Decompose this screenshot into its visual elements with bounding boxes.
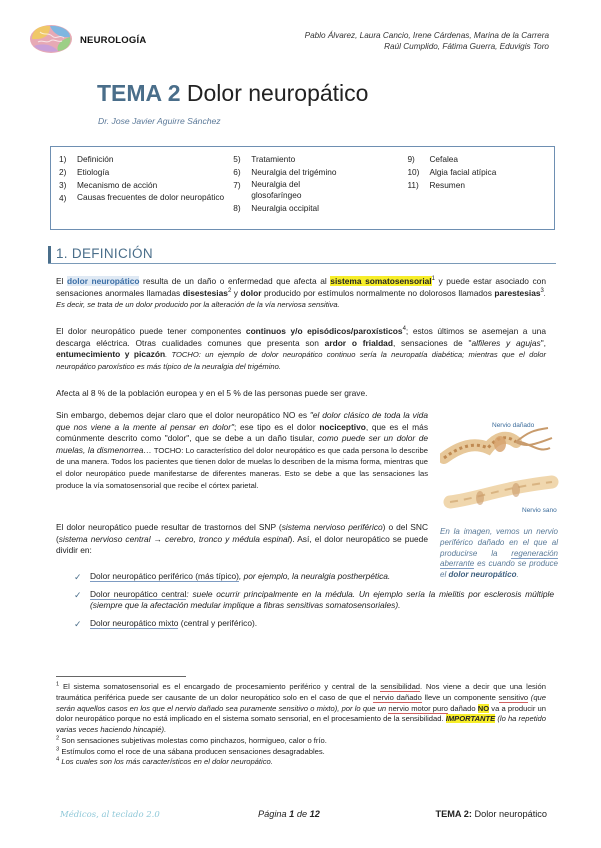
paragraph-1: El dolor neuropático resulta de un daño o enfermedad que afecta al sistema somatosensorial$^1$ y puede estar asociado con sensaciones anormales llamadas disestesias$^2$ y dolor producido por estímulos normalmente no dolorosos llamados parestesias$^3$. Es decir, se trata de un dolor producido por la alteración de la vía nerviosa sensitiva. — [56, 276, 546, 310]
checkmark-icon: ✓ — [74, 572, 82, 582]
footnote-divider — [56, 676, 186, 677]
paragraph-4: Sin embargo, debemos dejar claro que el dolor neuropático NO es "el dolor clásico de toda la vida que nos viene a la mente al pensar en dolor"; ese tipo es el dolor nociceptivo, que es el más comúnmente descrito como "dolor", que se debe a un daño tisular, como puede ser un dolor de muelas, la dismenorrea… TOCHO: Lo característico del dolor neuropático es que cada persona lo describe de una manera. Todos los pacientes que tienen dolor de muelas lo describen de la misma forma, mientras que el dolor neuropático puede manifestarse de diferentes maneras. Esto se debe a que las sensaciones las produce la vía somatosensorial que recibe el córtex parietal. — [56, 410, 429, 490]
footnotes — [56, 682, 546, 768]
damaged-nerve-figure — [440, 418, 560, 524]
brand-title: NEUROLOGÍA — [80, 35, 147, 46]
label-damaged-nerve: Nervio dañado — [492, 422, 535, 429]
toc-item: 5) Tratamiento — [233, 154, 296, 164]
toc-column-3 — [407, 153, 546, 223]
toc-item: 9) Cefalea — [407, 154, 459, 164]
list-item: ✓ Dolor neuropático periférico (más típico), por ejemplo, la neuralgia postherpética. — [74, 571, 391, 582]
paragraph-2: El dolor neuropático puede tener componentes continuos y/o episódicos/paroxísticos$^4$; estos últimos se asemejan a una descarga eléctrica. Otras cualidades comunes que presenta son ardor o frialdad, sensaciones de "alfileres y agujas", entumecimiento y picazón. TOCHO: un ejemplo de dolor neuropático continuo sería la neuropatía diabética; mientras que el dolor neuropático paroxístico es más típico de la neuralgia del trigémino. — [56, 326, 547, 371]
term-dolor-neuropatico: dolor neuropático — [67, 276, 140, 286]
header — [28, 22, 549, 62]
paragraph-5: El dolor neuropático puede resultar de trastornos del SNP (sistema nervioso periférico) o del SNC (sistema nervioso central → cerebro, tronco y médula espinal). Así, el dolor neuropático se puede dividir en: — [56, 522, 428, 556]
toc-item: 1) Definición — [59, 154, 114, 164]
page-title — [97, 78, 368, 110]
label-healthy-nerve: Nervio sano — [522, 507, 557, 514]
authors-line-2: Raúl Cumplido, Fátima Guerra, Eduvigis Toro — [384, 42, 549, 52]
authors-line-1: Pablo Álvarez, Laura Cancio, Irene Cárdenas, Marina de la Carrera — [304, 31, 549, 40]
page-number: Página 1 de 12 — [258, 809, 320, 819]
checkmark-icon: ✓ — [74, 618, 82, 629]
lecturer-name: Dr. Jose Javier Aguirre Sánchez — [98, 116, 221, 126]
toc-item: 3) Mecanismo de acción — [59, 179, 158, 190]
footnote-3: $^3$ Estímulos como el roce de una sábana producen sensaciones desagradables. — [56, 746, 325, 756]
footnote-1: $^1$ El sistema somatosensorial es el encargado de procesamiento periférico y central de la sensibilidad. Nos viene a decir que una lesión traumática periférica puede ser causante de un dolor neuropático solo en el caso de que el nervio dañado lleve un componente sensitivo (que serán aquellos casos en los que el nervio dañado sea puramente sensitivo o mixto), por lo que un nervio motor puro dañado NO va a producir un dolor neuropático porque no está implicado en el sistema somato sensorial, en el procesamiento de la sensibilidad. IMPORTANTE (lo ha repetido varias veces haciendo hincapié). — [56, 681, 546, 735]
toc-item: 11) Resumen — [407, 179, 465, 190]
title-number: TEMA 2 — [97, 80, 181, 106]
toc-item: 4) Causas frecuentes de dolor neuropático — [59, 191, 225, 203]
figure-caption: En la imagen, vemos un nervio periférico dañado en el que al producirse la regeneración aberrante es cuando se produce el dolor neuropático. — [440, 527, 558, 580]
list-item: ✓ Dolor neuropático central: suele ocurrir principalmente en la médula. Un ejemplo sería la mielitis por esclerosis múltiple (siempre que la afectación medular implique a fibras sensitivas somatosensoriales). — [74, 588, 554, 611]
section-title: 1. DEFINICIÓN — [56, 246, 153, 261]
toc-item: 7) Neuralgia del glosofaríngeo — [233, 178, 302, 201]
section-heading-definicion — [48, 246, 556, 264]
footnote-4: $^4$ Los cuales son los más característicos en el dolor neuropático. — [56, 756, 273, 767]
toc-item: 10) Algia facial atípica — [407, 166, 497, 177]
section-accent-bar — [48, 246, 51, 263]
toc-column-2 — [233, 153, 407, 223]
footer-brand: Médicos, al teclado 2.0 — [60, 810, 160, 820]
footnote-2: $^2$ Son sensaciones subjetivas molestas como pinchazos, hormigueo, calor o frío. — [56, 735, 327, 745]
footer-topic: TEMA 2: Dolor neuropático — [435, 809, 547, 819]
brain-logo-icon — [28, 22, 74, 54]
checkmark-icon: ✓ — [74, 589, 82, 600]
toc-column-1 — [59, 153, 233, 223]
title-text: Dolor neuropático — [186, 80, 369, 106]
paragraph-3: Afecta al 8 % de la población europea y en el 5 % de las personas puede ser grave. — [56, 388, 368, 398]
term-sistema-somatosensorial: sistema somatosensorial — [330, 276, 432, 286]
authors-block — [305, 30, 549, 52]
table-of-contents — [50, 146, 555, 230]
classification-list — [74, 571, 554, 635]
toc-item: 6) Neuralgia del trigémino — [233, 166, 337, 177]
toc-item: 8) Neuralgia occipital — [233, 202, 320, 213]
list-item: ✓ Dolor neuropático mixto (central y periférico). — [74, 617, 258, 629]
toc-item: 2) Etiología — [59, 166, 110, 177]
